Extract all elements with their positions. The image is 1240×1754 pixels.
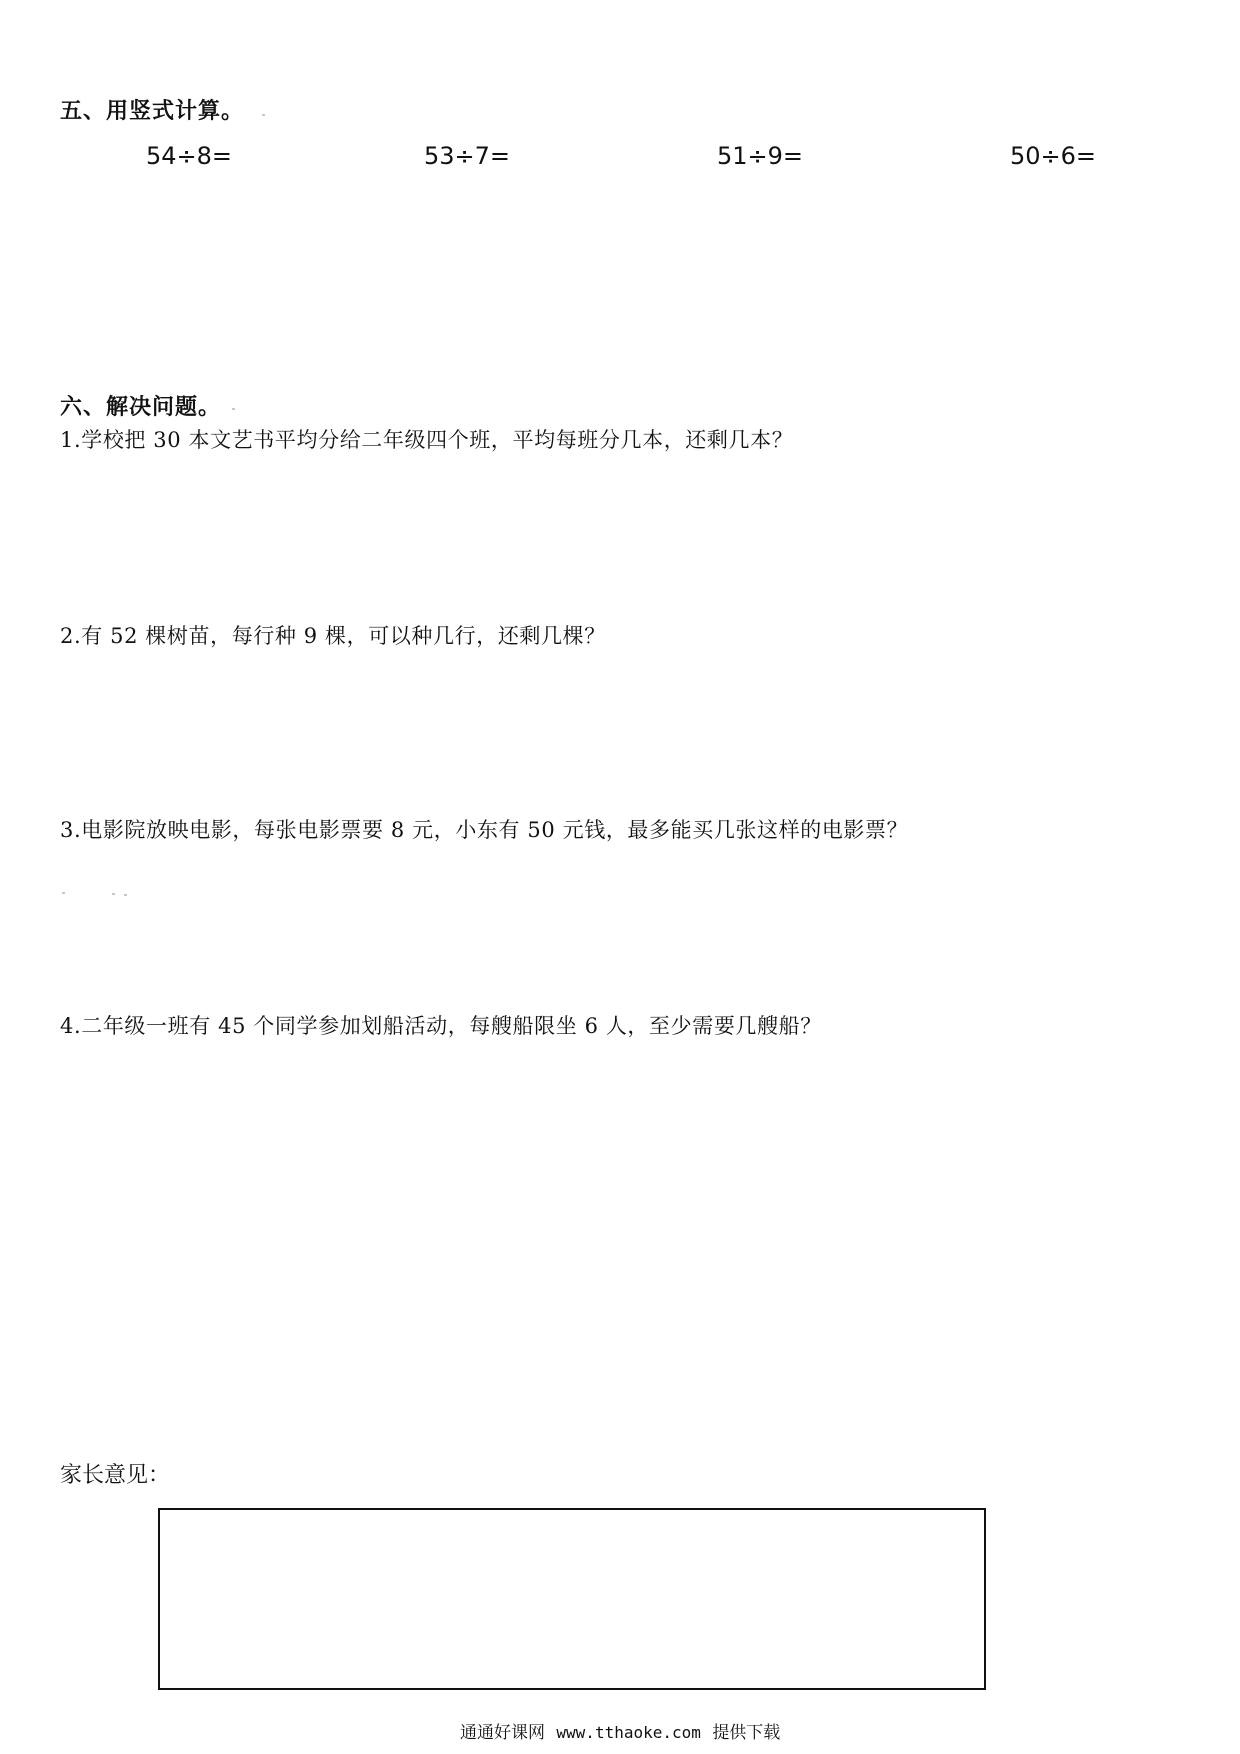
word-problem-1: 1.学校把 30 本文艺书平均分给二年级四个班，平均每班分几本，还剩几本？ [60,428,794,452]
scan-speck [124,894,127,896]
scan-speck [112,893,115,895]
footer-suffix: 提供下载 [712,1723,781,1743]
calc-problem-3: 51÷9= [717,142,804,170]
scan-speck [62,892,65,894]
calc-problem-2: 53÷7= [424,142,511,170]
word-problem-4: 4.二年级一班有 45 个同学参加划船活动，每艘船限坐 6 人，至少需要几艘船？ [60,1014,822,1038]
word-problem-3: 3.电影院放映电影，每张电影票要 8 元，小东有 50 元钱，最多能买几张这样的电影票？ [60,818,909,842]
section-5-title: 五、用竖式计算。 [60,99,245,124]
parent-opinion-label: 家长意见： [60,1463,171,1488]
calc-problem-1: 54÷8= [146,142,233,170]
word-problem-2: 2.有 52 棵树苗，每行种 9 棵，可以种几行，还剩几棵？ [60,624,606,648]
footer-url[interactable]: www.tthaoke.com [556,1723,701,1742]
footer-site-name: 通通好课网 [460,1723,545,1743]
footer [460,1718,780,1743]
scan-speck [232,408,235,410]
section-6-title: 六、解决问题。 [60,395,222,420]
parent-opinion-box[interactable] [158,1508,986,1690]
scan-speck [262,114,265,116]
calc-problem-4: 50÷6= [1010,142,1097,170]
